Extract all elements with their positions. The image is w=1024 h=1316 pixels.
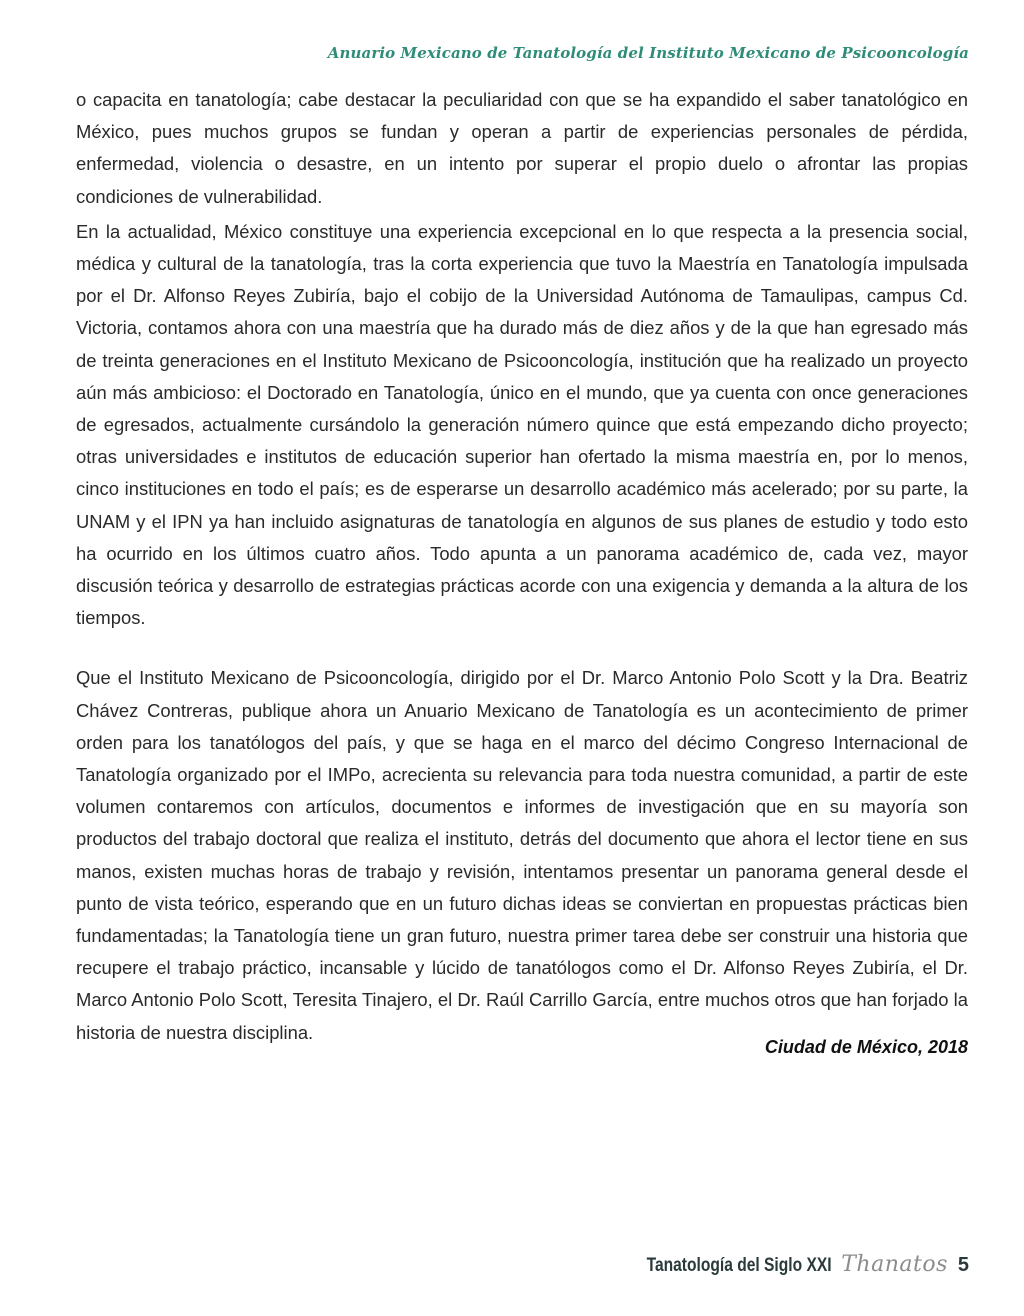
running-header: Anuario Mexicano de Tanatología del Instituto Mexicano de Psicooncología	[327, 44, 969, 62]
paragraph: En la actualidad, México constituye una experiencia excepcional en lo que respecta a la presencia social, médica y cultural de la tanatología, tras la corta experiencia que tuvo la Maestría en Tanatología impulsada por el Dr. Alfonso Reyes Zubiría, bajo el cobijo de la Universidad Autónoma de Tamaulipas, campus Cd. Victoria, contamos ahora con una maestría que ha durado más de diez años y de la que han egresado más de treinta generaciones en el Instituto Mexicano de Psicooncología, institución que ha realizado un proyecto aún más ambicioso: el Doctorado en Tanatología, único en el mundo, que ya cuenta con once generaciones de egresados, actualmente cursándolo la generación número quince que está empezando dicho proyecto; otras universidades e institutos de educación superior han ofertado la misma maestría en, por lo menos, cinco instituciones en todo el país; es de esperarse un desarrollo académico más acelerado; por su parte, la UNAM y el IPN ya han incluido asignaturas de tanatología en algunos de sus planes de estudio y todo esto ha ocurrido en los últimos cuatro años. Todo apunta a un panorama académico de, cada vez, mayor discusión teórica y desarrollo de estrategias prácticas acorde con una exigencia y demanda a la altura de los tiempos.	[76, 220, 968, 629]
paragraph: o capacita en tanatología; cabe destacar la peculiaridad con que se ha expandido el saber tanatológico en México, pues muchos grupos se fundan y operan a partir de experiencias personales de pérdida, enfermedad, violencia o desastre, en un intento por superar el propio duelo o afrontar las propias condiciones de vulnerabilidad.	[76, 89, 968, 207]
journal-title: Tanatología del Siglo XXI	[646, 1255, 832, 1276]
paragraph: Que el Instituto Mexicano de Psicooncología, dirigido por el Dr. Marco Antonio Polo Scott y la Dra. Beatriz Chávez Contreras, publique ahora un Anuario Mexicano de Tanatología es un acontecimiento de primer orden para los tanatólogos del país, y que se haga en el marco del décimo Congreso Internacional de Tanatología organizado por el IMPo, acrecienta su relevancia para toda nuestra comunidad, a partir de este volumen contaremos con artículos, documentos e informes de investigación que en su mayoría son productos del trabajo doctoral que realiza el instituto, detrás del documento que ahora el lector tiene en sus manos, existen muchas horas de trabajo y revisión, intentamos presentar un panorama general desde el punto de vista teórico, esperando que en un futuro dichas ideas se conviertan en propuestas prácticas bien fundamentadas; la Tanatología tiene un gran futuro, nuestra primer tarea debe ser construir una historia que recupere el trabajo práctico, incansable y lúcido de tanatólogos como el Dr. Alfonso Reyes Zubiría, el Dr. Marco Antonio Polo Scott, Teresita Tinajero, el Dr. Raúl Carrillo García, entre muchos otros que han forjado la historia de nuestra disciplina.	[76, 667, 968, 1043]
page-footer	[606, 1252, 969, 1277]
article-body	[76, 84, 968, 1049]
thanatos-logo: Thanatos	[841, 1252, 948, 1277]
page-number: 5	[957, 1254, 969, 1276]
closing-place-date: Ciudad de México, 2018	[764, 1037, 968, 1057]
